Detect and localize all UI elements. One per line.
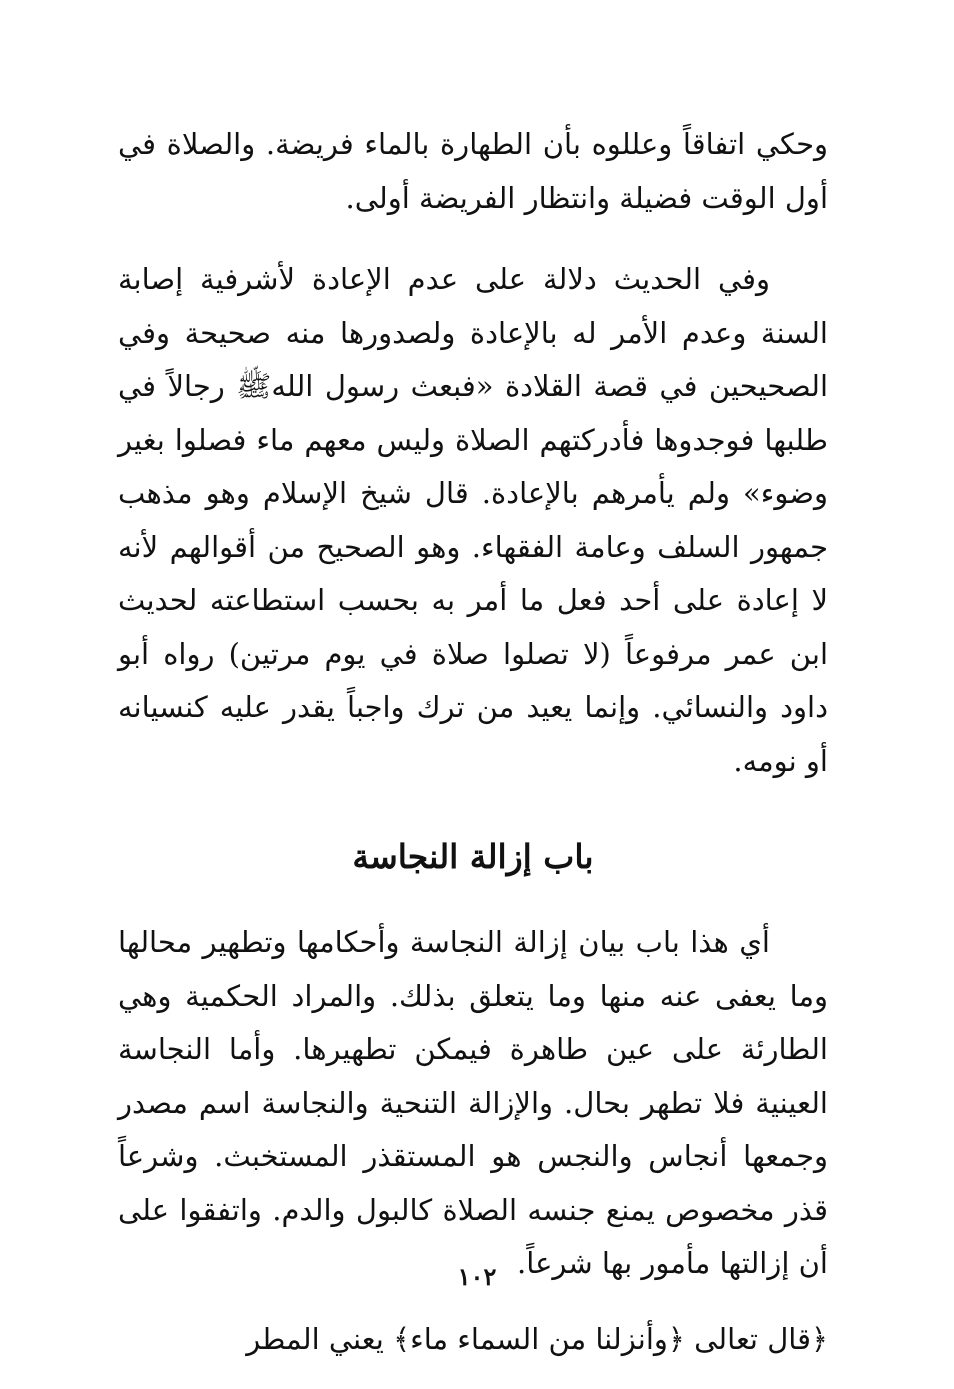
page-content [118, 118, 828, 1366]
page-number: ١٠٢ [457, 1262, 497, 1291]
section-heading: باب إزالة النجاسة [352, 837, 594, 876]
paragraph-1 [118, 118, 828, 225]
paragraph-4 [118, 1313, 828, 1367]
paragraph-3 [118, 916, 828, 1291]
paragraph-1-text: وحكي اتفاقاً وعللوه بأن الطهارة بالماء فريضة. والصلاة في أول الوقت فضيلة وانتظار الفريضة أولى. [118, 127, 828, 215]
paragraph-2-text: وفي الحديث دلالة على عدم الإعادة لأشرفية إصابة السنة وعدم الأمر له بالإعادة ولصدورها منه صحيحة وفي الصحيحين في قصة القلادة «فبعث رسول اللهﷺ رجالاً في طلبها فوجدوها فأدركتهم الصلاة وليس معهم ماء فصلوا بغير وضوء» ولم يأمرهم بالإعادة. قال شيخ الإسلام وهو مذهب جمهور السلف وعامة الفقهاء. وهو الصحيح من أقوالهم لأنه لا إعادة على أحد فعل ما أمر به بحسب استطاعته لحديث ابن عمر مرفوعاً (لا تصلوا صلاة في يوم مرتين) رواه أبو داود والنسائي. وإنما يعيد من ترك واجباً يقدر عليه كنسيانه أو نومه. [118, 262, 828, 778]
paragraph-4-text: ﴿قال تعالى ﴿وأنزلنا من السماء ماء﴾ يعني المطر [246, 1321, 828, 1356]
paragraph-3-text: أي هذا باب بيان إزالة النجاسة وأحكامها وتطهير محالها وما يعفى عنه منها وما يتعلق بذلك. والمراد الحكمية وهي الطارئة على عين طاهرة فيمكن تطهيرها. وأما النجاسة العينية فلا تطهر بحال. والإزالة التنحية والنجاسة اسم مصدر وجمعها أنجاس والنجس هو المستقذر المستخبث. وشرعاً قذر مخصوص يمنع جنسه الصلاة كالبول والدم. واتفقوا على أن إزالتها مأمور بها شرعاً. [118, 925, 828, 1280]
paragraph-2 [118, 253, 828, 788]
